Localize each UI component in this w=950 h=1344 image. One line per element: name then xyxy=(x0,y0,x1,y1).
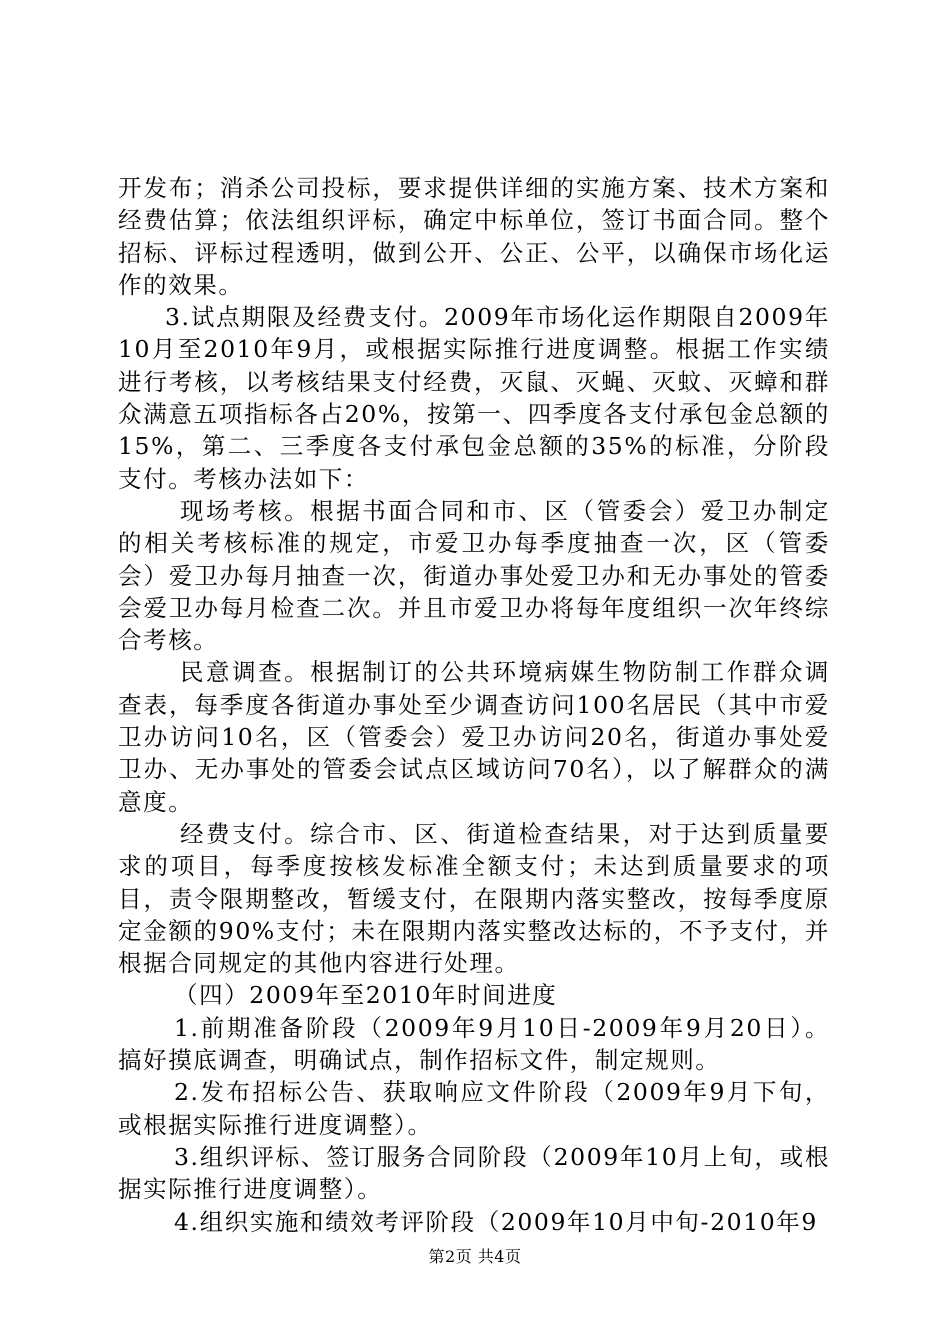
paragraph-public-survey: 民意调查。根据制订的公共环境病媒生物防制工作群众调查表，每季度各街道办事处至少调查访问100名居民（其中市爱卫办访问10名，区（管委会）爱卫办访问20名，街道办事处爱卫办、无办事处的管委会试点区域访问70名），以了解群众的满意度。 xyxy=(118,658,830,816)
paragraph-payment: 经费支付。综合市、区、街道检查结果，对于达到质量要求的项目，每季度按核发标准全额支付；未达到质量要求的项目，责令限期整改，暂缓支付，在限期内落实整改，按每季度原定金额的90%支付；未在限期内落实整改达标的，不予支付，并根据合同规定的其他内容进行处理。 xyxy=(118,819,830,978)
section-heading-schedule: （四）2009年至2010年时间进度 xyxy=(174,981,558,1010)
paragraph-stage-1: 1.前期准备阶段（2009年9月10日-2009年9月20日）。搞好摸底调查，明确试点，制作招标文件，制定规则。 xyxy=(118,1013,830,1075)
page-footer: 第2页 共4页 xyxy=(428,1247,522,1266)
paragraph-stage-3: 3.组织评标、签订服务合同阶段（2009年10月上旬，或根据实际推行进度调整）。 xyxy=(118,1142,830,1204)
document-body xyxy=(118,172,830,1238)
paragraph-stage-2: 2.发布招标公告、获取响应文件阶段（2009年9月下旬，或根据实际推行进度调整）。 xyxy=(118,1078,830,1139)
paragraph-trial-period: 3.试点期限及经费支付。2009年市场化运作期限自2009年10月至2010年9月，或根据实际推行进度调整。根据工作实绩进行考核，以考核结果支付经费，灭鼠、灭蝇、灭蚊、灭蟑和群众满意五项指标各占20%，按第一、四季度各支付承包金总额的15%，第二、三季度各支付承包金总额的35%的标准，分阶段支付。考核办法如下： xyxy=(118,303,830,493)
paragraph-continuation: 开发布；消杀公司投标，要求提供详细的实施方案、技术方案和经费估算；依法组织评标，确定中标单位，签订书面合同。整个招标、评标过程透明，做到公开、公正、公平，以确保市场化运作的效果。 xyxy=(118,174,830,299)
paragraph-onsite-assessment: 现场考核。根据书面合同和市、区（管委会）爱卫办制定的相关考核标准的规定，市爱卫办每季度抽查一次，区（管委会）爱卫办每月抽查一次，街道办事处爱卫办和无办事处的管委会爱卫办每月检查二次。并且市爱卫办将每年度组织一次年终综合考核。 xyxy=(118,496,830,655)
paragraph-stage-4: 4.组织实施和绩效考评阶段（2009年10月中旬-2010年9 xyxy=(174,1207,818,1236)
